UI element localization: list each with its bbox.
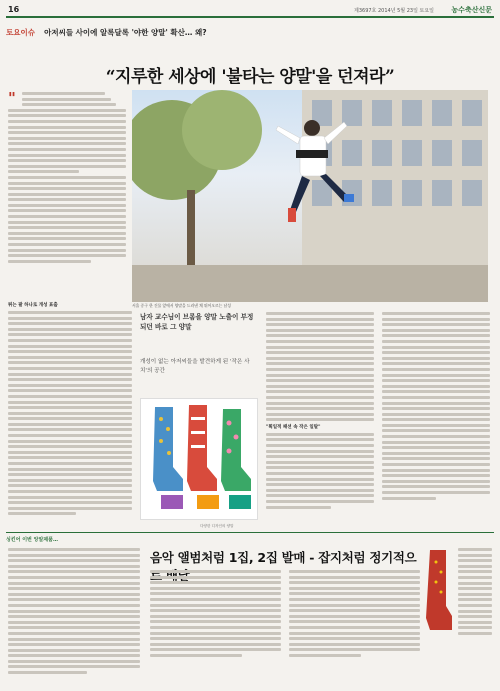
bottom-left-column — [8, 548, 140, 677]
sub-head-second: "획일적 패션 속 작은 일탈" — [266, 424, 321, 430]
featured-sock-image — [424, 548, 454, 634]
socks-image — [140, 398, 258, 520]
main-title: “지루한 세상에 '불타는 양말'을 던져라” — [105, 67, 395, 87]
bottom-rule — [6, 532, 494, 533]
left-lower-column — [8, 300, 132, 518]
socks-illustration — [141, 399, 259, 521]
paper-name: 농수축산신문 — [451, 6, 492, 14]
pull-quote-body: 개성이 없는 아저씨들을 발견하게 된 '작은 사치'의 공간 — [140, 359, 250, 374]
intro-text — [8, 89, 126, 263]
dropcap: " — [8, 89, 16, 107]
issue-info: 제3697호 2014년 5월 23일 토요일 — [354, 8, 434, 14]
photo-caption: 서울 중구 한 건물 앞에서 양말을 드러낸 채 뛰어오르는 남성 — [132, 303, 231, 308]
pull-quote-lead: 남자 교수님이 브롬을 양말 노출이 부정되던 바로 그 양말 — [140, 313, 254, 331]
sub-head-first: 튀는 팔 하나로 개성 표출 — [8, 303, 58, 308]
section-bar — [6, 20, 494, 37]
bottom-section-tag: 싱킨어 이번 앙알제품… — [6, 537, 58, 543]
section-tag: 토요이슈 — [6, 28, 35, 37]
photo-illustration — [132, 90, 488, 302]
socks-caption: 다양한 디자인의 양말 — [200, 524, 234, 528]
middle-column — [266, 312, 374, 511]
intro-column — [8, 89, 126, 265]
bottom-middle-columns — [150, 570, 420, 660]
red-sock-illustration — [424, 548, 454, 634]
right-column — [382, 312, 490, 502]
section-headline: 아저씨들 사이에 알록달록 '야한 양말' 확산… 왜? — [44, 28, 207, 37]
bottom-title: 음악 앨범처럼 1집, 2집 발매 - 잡지처럼 정기적으 — [150, 550, 417, 565]
page-header — [6, 4, 494, 18]
bottom-right-column — [458, 548, 492, 638]
page-number: 16 — [8, 5, 20, 14]
feature-photo — [132, 90, 488, 302]
